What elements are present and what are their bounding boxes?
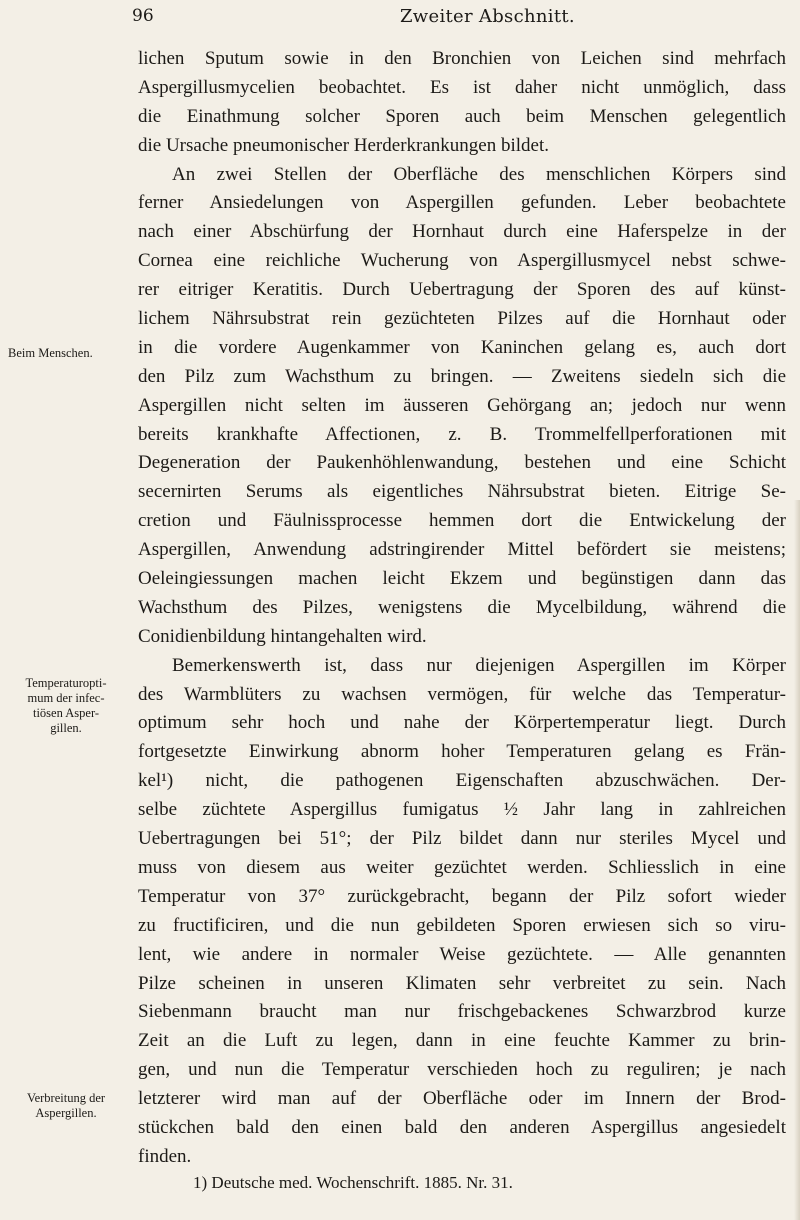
text-line: Pilze scheinen in unseren Klimaten sehr verbreitet zu sein. Nach bbox=[138, 972, 786, 994]
text-line: lichem Nährsubstrat rein gezüchteten Pilzes auf die Hornhaut oder bbox=[138, 308, 786, 330]
text-line: cretion und Fäulnissprocesse hemmen dort die Entwickelung der bbox=[138, 510, 786, 532]
margin-note-menschen: Beim Menschen. bbox=[8, 346, 93, 360]
page-edge-shadow bbox=[794, 500, 800, 1220]
page-number: 96 bbox=[132, 6, 154, 26]
text-line: lichen Sputum sowie in den Bronchien von Leichen sind mehrfach bbox=[138, 48, 786, 69]
text-line: ferner Ansiedelungen von Aspergillen gefunden. Leber beobachtete bbox=[138, 192, 786, 214]
text-line: stückchen bald den einen bald den anderen Aspergillus angesiedelt bbox=[138, 1116, 786, 1138]
text-line: Zeit an die Luft zu legen, dann in eine feuchte Kammer zu brin- bbox=[138, 1030, 786, 1052]
text-line: die Einathmung solcher Sporen auch beim Menschen gelegentlich bbox=[138, 105, 786, 127]
text-line: Uebertragungen bei 51°; der Pilz bildet dann nur steriles Mycel und bbox=[138, 828, 786, 850]
running-head: Zweiter Abschnitt. bbox=[400, 6, 575, 27]
text-line: die Ursache pneumonischer Herderkrankungen bildet. bbox=[138, 134, 549, 156]
text-line: Bemerkenswerth ist, dass nur diejenigen Aspergillen im Körper bbox=[172, 654, 786, 676]
text-line: in die vordere Augenkammer von Kaninchen gelang es, auch dort bbox=[138, 336, 786, 358]
text-line: optimum sehr hoch und nahe der Körpertemperatur liegt. Durch bbox=[138, 712, 786, 734]
text-line: den Pilz zum Wachsthum zu bringen. — Zweitens siedeln sich die bbox=[138, 365, 786, 387]
margin-note-temperaturoptimum: Temperaturopti- mum der infec- tiösen Asper- gillen. bbox=[25, 676, 107, 735]
text-line: Siebenmann braucht man nur frischgebackenes Schwarzbrod kurze bbox=[138, 1001, 786, 1023]
text-line: letzterer wird man auf der Oberfläche oder im Innern der Brod- bbox=[138, 1088, 786, 1110]
text-line: rer eitriger Keratitis. Durch Uebertragung der Sporen des auf künst- bbox=[138, 279, 786, 301]
text-line: selbe züchtete Aspergillus fumigatus ½ Jahr lang in zahlreichen bbox=[138, 799, 786, 821]
text-line: kel¹) nicht, die pathogenen Eigenschaften abzuschwächen. Der- bbox=[138, 770, 786, 792]
text-line: Conidienbildung hintangehalten wird. bbox=[138, 625, 427, 647]
footnote: 1) Deutsche med. Wochenschrift. 1885. Nr. 31. bbox=[193, 1173, 513, 1192]
text-line: Aspergillen nicht selten im äusseren Gehörgang an; jedoch nur wenn bbox=[138, 394, 786, 416]
text-line: Degeneration der Paukenhöhlenwandung, bestehen und eine Schicht bbox=[138, 452, 786, 474]
text-line: Oeleingiessungen machen leicht Ekzem und begünstigen dann das bbox=[138, 568, 786, 590]
text-line: bereits krankhafte Affectionen, z. B. Trommelfellperforationen mit bbox=[138, 423, 786, 445]
text-line: nach einer Abschürfung der Hornhaut durch eine Haferspelze in der bbox=[138, 221, 786, 243]
body-text bbox=[138, 45, 786, 1172]
text-line: secernirten Serums als eigentliches Nährsubstrat bieten. Eitrige Se- bbox=[138, 481, 786, 503]
text-line: zu fructificiren, und die nun gebildeten Sporen erwiesen sich so viru- bbox=[138, 914, 786, 936]
text-line: des Warmblüters zu wachsen vermögen, für welche das Temperatur- bbox=[138, 683, 786, 705]
text-line: muss von diesem aus weiter gezüchtet werden. Schliesslich in eine bbox=[138, 856, 786, 878]
text-line: Aspergillen, Anwendung adstringirender Mittel befördert sie meistens; bbox=[138, 539, 786, 561]
text-line: finden. bbox=[138, 1145, 192, 1167]
page-header bbox=[0, 6, 800, 34]
text-line: Aspergillusmycelien beobachtet. Es ist daher nicht unmöglich, dass bbox=[138, 76, 786, 98]
text-line: Temperatur von 37° zurückgebracht, begann der Pilz sofort wieder bbox=[138, 885, 786, 907]
margin-note-verbreitung: Verbreitung der Aspergillen. bbox=[26, 1091, 106, 1120]
text-line: An zwei Stellen der Oberfläche des menschlichen Körpers sind bbox=[172, 163, 786, 185]
text-line: lent, wie andere in normaler Weise gezüchtete. — Alle genannten bbox=[138, 943, 786, 965]
text-line: Cornea eine reichliche Wucherung von Aspergillusmycel nebst schwe- bbox=[138, 250, 786, 272]
text-line: Wachsthum des Pilzes, wenigstens die Mycelbildung, während die bbox=[138, 596, 786, 618]
text-line: gen, und nun die Temperatur verschieden hoch zu reguliren; je nach bbox=[138, 1059, 786, 1081]
text-line: fortgesetzte Einwirkung abnorm hoher Temperaturen gelang es Frän- bbox=[138, 741, 786, 763]
